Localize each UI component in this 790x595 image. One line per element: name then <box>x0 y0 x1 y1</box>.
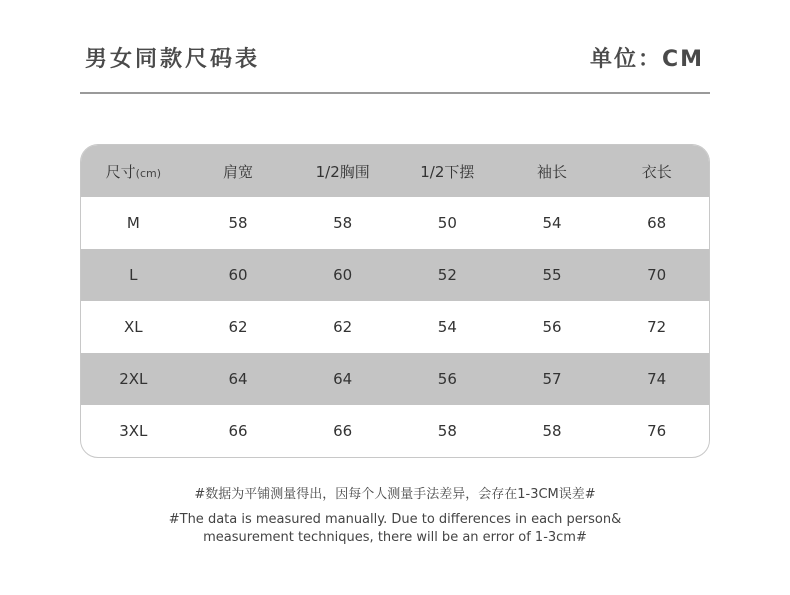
table-cell: 2XL <box>119 370 148 388</box>
table-cell: 55 <box>542 266 562 284</box>
table-cell: 50 <box>437 214 457 232</box>
column-header-shoulder: 肩宽 <box>223 162 254 181</box>
unit-label: 单位：CM <box>589 47 704 72</box>
table-cell: 66 <box>228 422 248 440</box>
table-cell: 56 <box>437 370 457 388</box>
column-header-half-chest: 1/2胸围 <box>315 162 370 181</box>
column-header-size-unit: (cm) <box>135 166 162 180</box>
table-row <box>81 353 709 405</box>
table-cell: 54 <box>542 214 562 232</box>
table-cell: 62 <box>333 318 353 336</box>
table-cell: 60 <box>228 266 248 284</box>
table-row <box>81 249 709 301</box>
table-cell: 57 <box>542 370 562 388</box>
table-row <box>81 197 709 249</box>
column-header-sleeve: 袖长 <box>537 162 568 181</box>
header-divider <box>80 92 710 94</box>
table-cell: 64 <box>228 370 248 388</box>
table-row <box>81 405 709 457</box>
table-row <box>81 301 709 353</box>
table-cell: 64 <box>333 370 353 388</box>
table-cell: M <box>126 214 140 232</box>
column-header-length: 衣长 <box>641 162 672 181</box>
column-header-half-hem: 1/2下摆 <box>420 162 475 181</box>
page-title: 男女同款尺码表 <box>85 47 261 72</box>
table-header-row <box>81 145 709 197</box>
table-cell: 66 <box>333 422 353 440</box>
table-cell: 52 <box>437 266 457 284</box>
table-cell: 70 <box>647 266 667 284</box>
table-cell: 60 <box>333 266 353 284</box>
table-cell: 58 <box>542 422 562 440</box>
column-header-size-label: 尺寸 <box>105 162 136 181</box>
table-cell: 56 <box>542 318 562 336</box>
table-cell: 76 <box>647 422 667 440</box>
table-cell: XL <box>124 318 143 336</box>
note-english-line2: measurement techniques, there will be an error of 1-3cm# <box>203 530 587 545</box>
table-cell: 54 <box>437 318 457 336</box>
table-cell: 58 <box>437 422 457 440</box>
table-cell: 68 <box>647 214 667 232</box>
table-cell: 58 <box>228 214 248 232</box>
table-cell: 72 <box>647 318 667 336</box>
table-cell: 3XL <box>119 422 148 440</box>
column-header-size <box>81 161 186 182</box>
table-cell: L <box>129 266 138 284</box>
table-cell: 58 <box>333 214 353 232</box>
table-cell: 74 <box>647 370 667 388</box>
table-cell: 62 <box>228 318 248 336</box>
note-english-line1: #The data is measured manually. Due to differences in each person& <box>168 512 622 527</box>
note-chinese: #数据为平铺测量得出，因每个人测量手法差异，会存在1-3CM误差# <box>194 487 596 502</box>
size-chart-table <box>80 144 710 458</box>
